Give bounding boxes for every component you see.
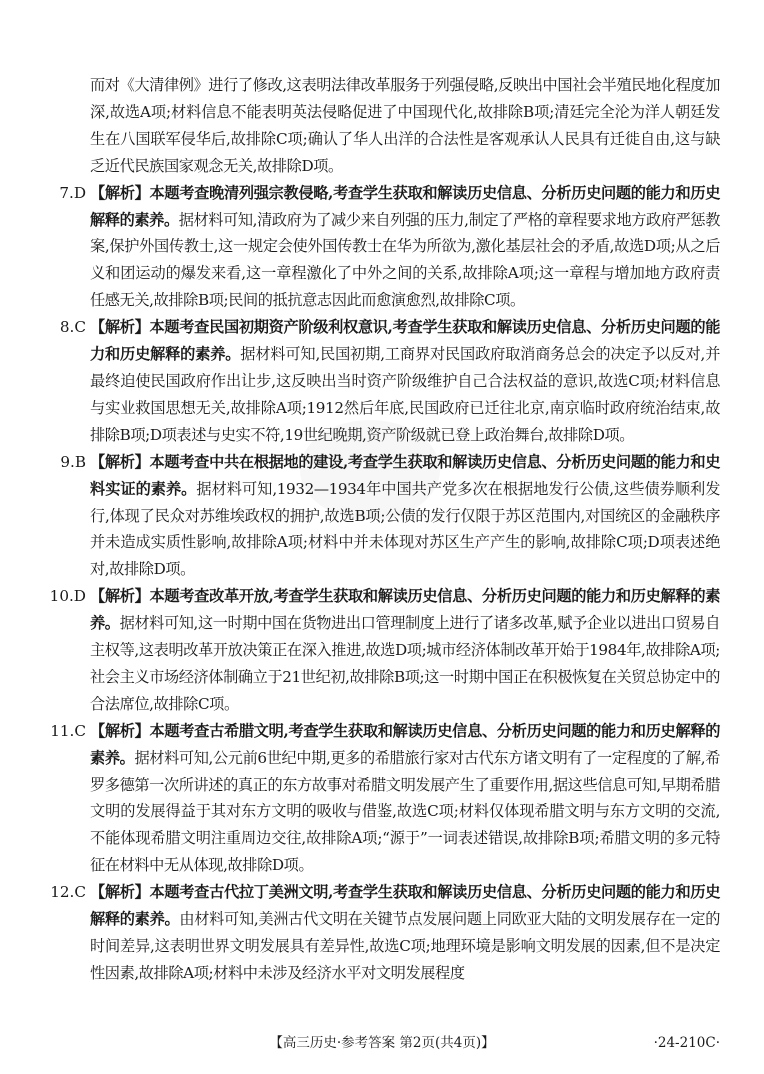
footer-page-label: 【高三历史·参考答案 第2页(共4页)】 xyxy=(269,1035,495,1051)
answer-item-7 xyxy=(59,180,720,315)
item-body: 据材料可知,公元前6世纪中期,更多的希腊旅行家对古代东方诸文明有了一定程度的了解,希罗多德第一次所讲述的真正的东方故事对希腊文明发展产生了重要作用,据这些信息可知,早期希腊文明的发展得益于其对东方文明的吸收与借鉴,故选C项;材料仅体现希腊文明与东方文明的交流,不能体现希腊文明注重周边交往,故排除A项;“源于”一词表述错误,故排除B项;希腊文明的多元特征在材料中无从体现,故排除D项。 xyxy=(90,748,720,875)
item-body: 据材料可知,1932—1934年中国共产党多次在根据地发行公债,这些债券顺利发行,体现了民众对苏维埃政权的拥护,故选B项;公债的发行仅限于苏区范围内,对国统区的金融秩序并未造成实质性影响,故排除A项;材料中并未体现对苏区生产产生的影响,故排除C项;D项表述绝对,故排除D项。 xyxy=(90,479,721,579)
answer-content xyxy=(49,72,721,987)
page-footer xyxy=(0,1031,764,1055)
item-body: 据材料可知,民国初期,工商界对民国政府取消商务总会的决定予以反对,并最终迫使民国政府作出让步,这反映出当时资产阶级维护自己合法权益的意识,故选C项;材料信息与实业救国思想无关,故排除A项;1912然后年底,民国政府已迁往北京,南京临时政府统治结束,故排除B项;D项表述与史实不符,19世纪晚期,资产阶级就已登上政治舞台,故排除D项。 xyxy=(90,345,720,444)
item-lead: 【解析】本题考查古希腊文明,考查学生获取和解读历史信息、分析历史问题的能力和历史解释的素养。 xyxy=(90,721,720,767)
item-body: 由材料可知,美洲古代文明在关键节点发展问题上同欧亚大陆的文明发展存在一定的时间差异,这表明世界文明发展具有差异性,故选C项;地理环境是影响文明发展的因素,但不是决定性因素,故排除A项;材料中未涉及经济水平对文明发展程度 xyxy=(90,910,720,982)
item-body: 据材料可知,清政府为了减少来自列强的压力,制定了严格的章程要求地方政府严惩教案,保护外国传教士,这一规定会使外国传教士在华为所欲为,激化基层社会的矛盾,故选D项;从之后义和团运动的爆发来看,这一章程激化了中外之间的关系,故排除A项;这一章程与增加地方政府责任感无关,故排除B项;民间的抵抗意志因此而愈演愈烈,故排除C项。 xyxy=(90,210,720,310)
answer-item-11 xyxy=(50,718,720,879)
item-lead: 【解析】本题考查晚清列强宗教侵略,考查学生获取和解读历史信息、分析历史问题的能力和历史解释的素养。 xyxy=(90,183,720,229)
item-number: 12.C xyxy=(50,883,86,902)
answer-item-10 xyxy=(49,583,720,718)
item-number: 11.C xyxy=(50,721,86,740)
item-body: 据材料可知,这一时期中国在货物进出口管理制度上进行了诸多改革,赋予企业以进出口贸易自主权等,这表明改革开放决策正在深入推进,故选D项;城市经济体制改革开始于1984年,故排除A项;社会主义市场经济体制确立于21世纪初,故排除B项;这一时期中国正在积极恢复在关贸总协定中的合法席位,故排除C项。 xyxy=(90,614,720,713)
intro-paragraph: 而对《大清律例》进行了修改,这表明法律改革服务于列强侵略,反映出中国社会半殖民地化程度加深,故选A项;材料信息不能表明英法侵略促进了中国现代化,故排除B项;清廷完全沦为洋人朝廷发生在八国联军侵华后,故排除C项;确认了华人出洋的合法性是客观承认人民具有迁徙自由,这与缺乏近代民族国家观念无关,故排除D项。 xyxy=(90,76,720,175)
item-lead: 【解析】本题考查古代拉丁美洲文明,考查学生获取和解读历史信息、分析历史问题的能力和历史解释的素养。 xyxy=(90,883,720,929)
item-number: 8.C xyxy=(59,318,86,337)
item-number: 10.D xyxy=(49,587,86,606)
item-lead: 【解析】本题考查改革开放,考查学生获取和解读历史信息、分析历史问题的能力和历史解释的素养。 xyxy=(90,587,720,633)
item-number: 7.D xyxy=(59,183,86,202)
item-lead: 【解析】本题考查民国初期资产阶级利权意识,考查学生获取和解读历史信息、分析历史问题的能力和历史解释的素养。 xyxy=(90,318,720,364)
answer-item-9 xyxy=(60,449,721,584)
answer-item-12 xyxy=(50,879,720,987)
item-lead: 【解析】本题考查中共在根据地的建设,考查学生获取和解读历史信息、分析历史问题的能力和史料实证的素养。 xyxy=(90,452,720,498)
item-number: 9.B xyxy=(60,452,86,471)
footer-code: ·24-210C· xyxy=(653,1035,720,1051)
answer-item-8 xyxy=(59,314,720,449)
